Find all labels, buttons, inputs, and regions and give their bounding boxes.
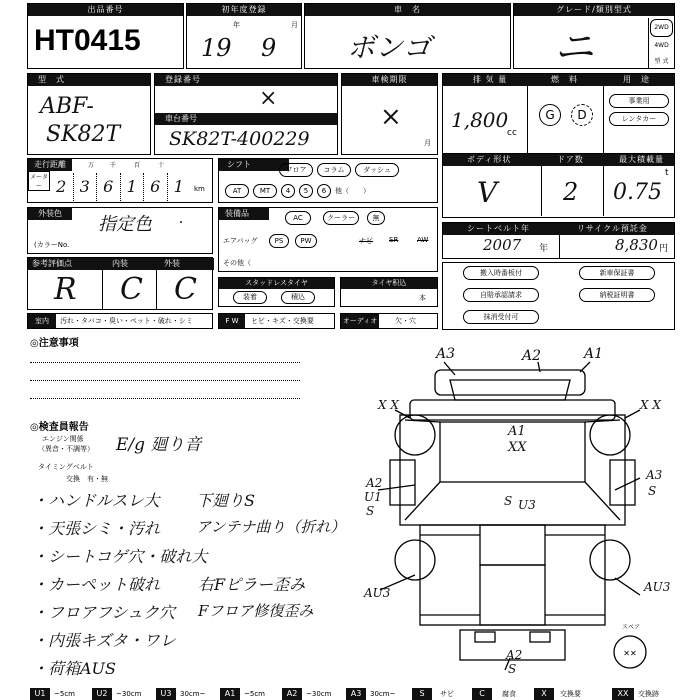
shift-dash: ダッシュ [355, 163, 399, 177]
chassis-label: 車台番号 [155, 113, 337, 125]
legend-u3: U3 [156, 688, 176, 700]
year-unit: 年 [233, 21, 240, 29]
body-box [442, 153, 675, 218]
engine-header [443, 74, 674, 86]
legend-u3-text: 30cm~ [180, 690, 206, 698]
engine-sub-label: （異音・不調等） [38, 445, 94, 453]
load-unit: t [665, 168, 669, 178]
audio-box [340, 313, 438, 329]
legend-a1-text: ~5cm [244, 690, 265, 698]
legend-a1: A1 [220, 688, 240, 700]
stud-loaded: 積込 [281, 291, 315, 304]
reg-box [154, 73, 338, 155]
stud-label: スタッドレスタイヤ [219, 278, 334, 289]
equip-other: その他（ [223, 259, 251, 267]
model-line2: SK82T [46, 122, 121, 147]
shift-box [218, 158, 438, 203]
car-name-label: 車 名 [305, 4, 510, 16]
audio-text: 欠・穴 [395, 317, 416, 325]
damage-mark-a2-top: A2 [522, 348, 542, 364]
inspector-title: ◎検査員報告 [30, 422, 89, 433]
displacement-value: 1,800 [451, 108, 509, 132]
inspection-value: × [380, 102, 402, 132]
score-label: 参考評価点 [32, 259, 72, 268]
report-item-2: ・天張シミ・汚れ [32, 519, 161, 538]
equip-navi: ナビ [359, 237, 373, 245]
legend-c: C [472, 688, 492, 700]
damage-mark-au3-right: AU3 [644, 580, 671, 594]
4wd-option: 4WD [654, 42, 669, 49]
chassis-value: SK82T-400229 [169, 128, 310, 150]
engine-value: E/g 廻り音 [116, 435, 202, 455]
report-item-1-detail: 下廻りS [196, 491, 255, 510]
damage-mark-a2-left: A2 [366, 476, 383, 490]
first-reg-year: 19 [201, 34, 232, 62]
report-item-7: ・荷箱AUS [32, 659, 117, 678]
exterior-grade-label: 外装 [164, 259, 180, 268]
recycle-value: 8,830 [615, 236, 658, 254]
lot-number: HT0415 [34, 24, 141, 57]
legend-s-text: サビ [440, 690, 454, 698]
tire-label: タイヤ积込 [341, 278, 437, 289]
inspection-label: 車検期限 [342, 74, 437, 86]
doors-label: ドア数 [557, 155, 584, 164]
legend-xx-text: 交換跡 [638, 690, 659, 698]
model-box [27, 73, 151, 155]
recycle-label: リサイクル預託金 [577, 224, 648, 233]
report-item-3: ・シートコゲ穴・破れ大 [32, 547, 208, 566]
shift-floor: フロア [279, 163, 313, 177]
shift-6: 6 [317, 184, 331, 198]
doc-cancel: 抹消受付可 [463, 310, 539, 324]
body-label: ボディ形状 [467, 155, 512, 164]
damage-mark-xx-roof: XX [508, 440, 527, 455]
svg-text:✕✕: ✕✕ [623, 649, 637, 658]
meter-label: メーター [28, 171, 50, 191]
interior-text: 汚れ・タバコ・臭い・ペット・破れ・シミ [60, 317, 193, 325]
interior-box [27, 313, 213, 329]
equip-airbag: エアバッグ [223, 237, 258, 245]
model-line1: ABF- [40, 94, 94, 119]
damage-mark-a3-right: A3 [646, 468, 663, 482]
shift-5: 5 [299, 184, 313, 198]
doors-value: 2 [563, 178, 579, 206]
shift-label: シフト [219, 159, 289, 171]
inspection-box [341, 73, 438, 155]
body-header [443, 154, 674, 166]
usage-business: 事業用 [609, 94, 669, 108]
report-item-6: ・内張キズタ・ワレ [32, 631, 176, 650]
equip-box [218, 207, 438, 272]
equip-none: 無 [367, 211, 385, 225]
legend-u1-text: ~5cm [54, 690, 75, 698]
equip-ac: AC [285, 211, 311, 225]
damage-mark-a1-top: A1 [584, 346, 604, 362]
damage-mark-a1-roof: A1 [508, 424, 526, 439]
stud-fitted: 装着 [233, 291, 267, 304]
belt-header [443, 223, 674, 235]
legend-s: S [412, 688, 432, 700]
drive-options [648, 18, 674, 68]
first-reg-box [186, 3, 302, 69]
belt-box [442, 222, 675, 259]
legend-u1: U1 [30, 688, 50, 700]
model-label: 型 式 [28, 74, 150, 86]
interior-grade: C [120, 272, 143, 307]
report-item-4-detail: 右Fピラー歪み [198, 575, 306, 594]
audio-label: オーディオ [341, 314, 379, 328]
legend-u2: U2 [92, 688, 112, 700]
seatbelt-unit: 年 [539, 244, 549, 254]
fw-label: F W [219, 314, 245, 328]
legend-xx: XX [612, 688, 634, 700]
grade-box [513, 3, 675, 69]
vehicle-damage-diagram [340, 340, 690, 685]
tire-unit: 本 [419, 294, 426, 302]
damage-mark-xx-left: X X [378, 398, 399, 412]
inspection-unit: 月 [424, 139, 431, 147]
mileage-box: 走行距離 メーター 万 千 百 十 2 3 6 1 6 1 km [27, 158, 213, 203]
stud-box [218, 277, 335, 307]
report-item-5: ・フロアフシュク穴 [32, 603, 176, 622]
overall-score: R [54, 272, 77, 307]
equip-aw: AW [417, 236, 429, 244]
doc-tax: 納税証明書 [579, 288, 655, 302]
first-reg-label: 初年度登録 [187, 4, 301, 16]
color-value: 指定色 [98, 214, 152, 235]
seatbelt-value: 2007 [483, 236, 522, 254]
legend-u2-text: ~30cm [116, 690, 142, 698]
body-value: V [477, 176, 498, 209]
doc-plate: 搬入時番板付 [463, 266, 539, 280]
damage-mark-au3-left: AU3 [364, 586, 391, 600]
month-unit: 月 [291, 21, 298, 29]
fuel-label: 燃 料 [551, 75, 578, 84]
seatbelt-label: シートベルト年 [467, 224, 530, 233]
legend-a3: A3 [346, 688, 366, 700]
color-no-label: (カラーNo. [34, 241, 70, 249]
fw-text: ヒビ・キズ・交換要 [251, 317, 314, 325]
displacement-label: 排 気 量 [473, 75, 508, 84]
car-name-box [304, 3, 511, 69]
color-label: 外装色 [28, 208, 72, 220]
first-reg-month: 9 [261, 34, 277, 62]
legend-c-text: 腐食 [502, 690, 516, 698]
damage-mark-s-right: S [648, 484, 657, 498]
car-name: ボンゴ [347, 31, 432, 64]
equip-cooler: クーラー [323, 211, 359, 225]
damage-mark-s-bed: S [504, 494, 513, 508]
load-label: 最大積載量 [619, 155, 664, 164]
shift-other: 他（ ） [335, 187, 370, 195]
displacement-unit: cc [507, 128, 517, 138]
load-value: 0.75 [613, 180, 662, 205]
2wd-option: 2WD [650, 19, 673, 37]
usage-rental: レンタカー [609, 112, 669, 126]
legend-a3-text: 30cm~ [370, 690, 396, 698]
interior-grade-label: 内装 [112, 259, 128, 268]
usage-label: 用 途 [623, 75, 650, 84]
damage-mark-a2-rear: A2 [506, 648, 523, 662]
reg-value: × [259, 86, 278, 111]
scores-box [27, 257, 213, 310]
fuel-gasoline: G [539, 104, 561, 126]
damage-mark-u3-bed: U3 [518, 498, 536, 512]
engine-box [442, 73, 675, 155]
exterior-grade: C [174, 272, 197, 307]
doc-insurance: 自賠承認請求 [463, 288, 539, 302]
legend-a2-text: ~30cm [306, 690, 332, 698]
shift-at: AT [225, 184, 249, 198]
fuel-diesel: D [571, 104, 593, 126]
tire-box [340, 277, 438, 307]
spare-tire-label: スペア [622, 624, 641, 631]
shift-4: 4 [281, 184, 295, 198]
report-item-5-detail: Fフロア修復歪み [198, 602, 314, 620]
damage-mark-s-left: S [366, 504, 375, 518]
notes-title: ◎注意事項 [30, 338, 79, 349]
interior-label: 室内 [28, 314, 56, 328]
equip-pw: PW [295, 234, 317, 248]
docs-box [442, 262, 675, 330]
color-dot: ・ [176, 218, 186, 229]
equip-ps: PS [269, 234, 289, 248]
damage-mark-s-rear: S [508, 662, 517, 676]
report-item-1: ・ハンドルスレ大 [32, 491, 160, 510]
legend-x: X [534, 688, 554, 700]
grade-label: グレード/類別型式 [514, 4, 674, 16]
timing-swap: 交換 有・無 [66, 475, 108, 483]
damage-mark-a3-top: A3 [436, 346, 456, 362]
color-box [27, 207, 213, 254]
fw-box [218, 313, 335, 329]
doc-warranty: 新車保証書 [579, 266, 655, 280]
lot-number-label: 出品番号 [28, 4, 183, 16]
shift-column: コラム [317, 163, 351, 177]
mileage-unit: km [194, 185, 205, 193]
timing-label: タイミングベルト [38, 463, 94, 471]
legend-x-text: 交換要 [560, 690, 581, 698]
grade-value: ニ [554, 25, 594, 71]
mileage-label: 走行距離 [28, 159, 72, 171]
equip-sr: SR [389, 236, 399, 244]
model-option: 型 式 [654, 58, 669, 65]
legend-a2: A2 [282, 688, 302, 700]
shift-mt: MT [253, 184, 277, 198]
report-item-4: ・カーペット破れ [32, 575, 161, 594]
reg-label: 登録番号 [155, 74, 337, 86]
lot-number-box [27, 3, 184, 69]
engine-label: エンジン関係 [42, 435, 84, 443]
mileage-digits: 2 3 6 1 6 1 [50, 173, 190, 201]
report-item-2-detail: アンテナ曲り（折れ） [196, 518, 346, 536]
damage-mark-xx-right: X X [640, 398, 661, 412]
recycle-unit: 円 [659, 244, 669, 254]
damage-mark-u1-left: U1 [364, 490, 382, 504]
equip-label: 装備品 [219, 208, 269, 220]
